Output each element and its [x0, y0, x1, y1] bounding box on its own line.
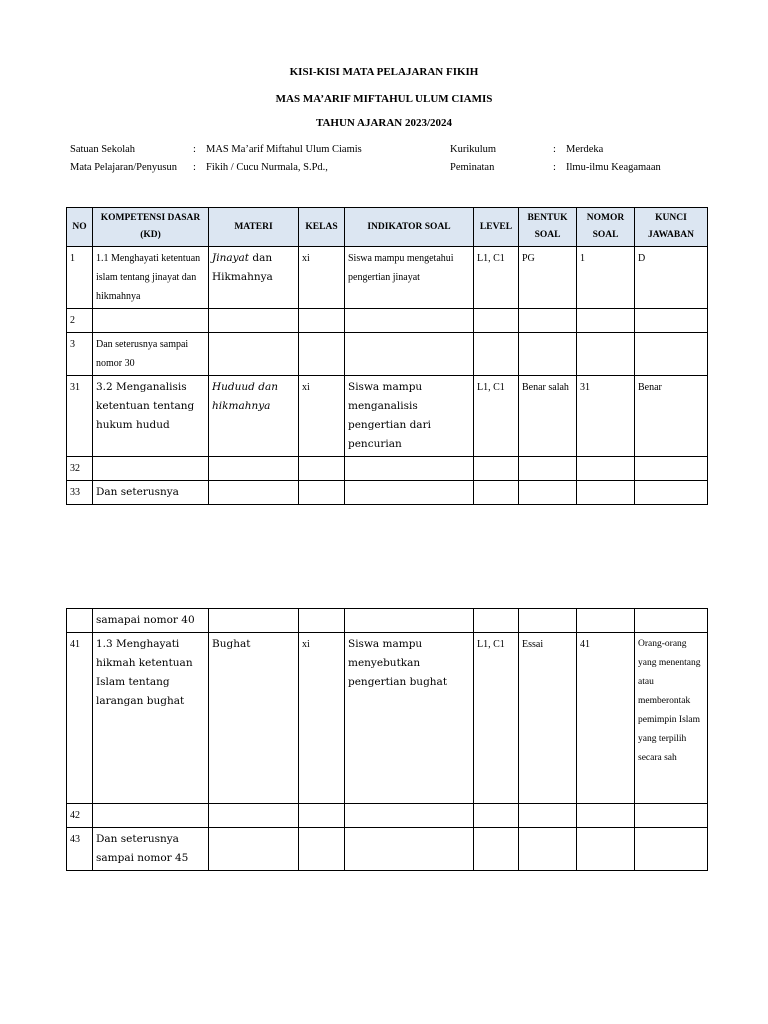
cell-indikator: Siswa mampu mengetahui pengertian jinayat: [345, 247, 474, 309]
peminatan-colon: :: [553, 162, 556, 173]
kurikulum-value: Merdeka: [566, 144, 604, 155]
table-row: [67, 309, 708, 333]
satuan-colon: :: [193, 144, 196, 155]
cell-nomor: 1: [577, 247, 635, 309]
cell-bentuk: [519, 609, 577, 633]
col-materi: MATERI: [209, 208, 299, 247]
cell-materi: [209, 457, 299, 481]
materi-rest: dan Hikmahnya: [212, 252, 273, 283]
cell-materi: [209, 333, 299, 376]
cell-level: [474, 457, 519, 481]
cell-level: [474, 309, 519, 333]
cell-level: [474, 828, 519, 871]
cell-no: 31: [67, 376, 93, 457]
cell-materi: [209, 804, 299, 828]
cell-no: 33: [67, 481, 93, 505]
cell-bentuk: Essai: [519, 633, 577, 804]
cell-nomor: [577, 609, 635, 633]
cell-bentuk: [519, 309, 577, 333]
cell-no: 42: [67, 804, 93, 828]
cell-materi: Huduud dan hikmahnya: [209, 376, 299, 457]
cell-nomor: 41: [577, 633, 635, 804]
cell-no: 3: [67, 333, 93, 376]
cell-kelas: xi: [299, 247, 345, 309]
satuan-value: MAS Ma’arif Miftahul Ulum Ciamis: [206, 144, 362, 155]
cell-kunci: D: [635, 247, 708, 309]
cell-bentuk: PG: [519, 247, 577, 309]
table-row: [67, 481, 708, 505]
cell-nomor: [577, 333, 635, 376]
cell-kunci: [635, 609, 708, 633]
cell-level: [474, 609, 519, 633]
cell-no: 1: [67, 247, 93, 309]
cell-no: 43: [67, 828, 93, 871]
cell-indikator: Siswa mampu menyebutkan pengertian bughat: [345, 633, 474, 804]
cell-level: [474, 333, 519, 376]
table-row: [67, 247, 708, 309]
cell-nomor: [577, 828, 635, 871]
cell-bentuk: [519, 804, 577, 828]
cell-nomor: [577, 309, 635, 333]
cell-kelas: [299, 828, 345, 871]
table-row: [67, 376, 708, 457]
col-kunci: KUNCI JAWABAN: [635, 208, 708, 247]
cell-kunci: [635, 481, 708, 505]
table-row: [67, 609, 708, 633]
cell-no: 2: [67, 309, 93, 333]
cell-no: [67, 609, 93, 633]
cell-indikator: [345, 309, 474, 333]
col-no: NO: [67, 208, 93, 247]
cell-kelas: [299, 609, 345, 633]
table-row: [67, 633, 708, 804]
materi-italic: Jinayat: [212, 252, 250, 264]
cell-materi: [209, 828, 299, 871]
cell-indikator: [345, 457, 474, 481]
cell-kelas: [299, 804, 345, 828]
col-bentuk: BENTUK SOAL: [519, 208, 577, 247]
cell-indikator: [345, 333, 474, 376]
cell-level: L1, C1: [474, 376, 519, 457]
cell-materi: [209, 247, 299, 309]
peminatan-label: Peminatan: [450, 162, 495, 173]
cell-level: [474, 481, 519, 505]
cell-kelas: [299, 333, 345, 376]
col-indikator: INDIKATOR SOAL: [345, 208, 474, 247]
cell-kd: 3.2 Menganalisis ketentuan tentang hukum hudud: [93, 376, 209, 457]
satuan-label: Satuan Sekolah: [70, 144, 136, 155]
cell-nomor: [577, 481, 635, 505]
cell-materi: [209, 481, 299, 505]
cell-no: 32: [67, 457, 93, 481]
cell-kunci: [635, 828, 708, 871]
cell-nomor: 31: [577, 376, 635, 457]
document-title: KISI-KISI MATA PELAJARAN FIKIH: [289, 66, 479, 78]
cell-materi: [209, 609, 299, 633]
cell-kunci: [635, 309, 708, 333]
cell-kunci: Benar: [635, 376, 708, 457]
cell-no: 41: [67, 633, 93, 804]
cell-kd: Dan seterusnya: [93, 481, 209, 505]
cell-nomor: [577, 457, 635, 481]
cell-bentuk: [519, 457, 577, 481]
kurikulum-colon: :: [553, 144, 556, 155]
cell-kelas: xi: [299, 376, 345, 457]
col-level: LEVEL: [474, 208, 519, 247]
cell-kd: [93, 457, 209, 481]
cell-kelas: xi: [299, 633, 345, 804]
mapel-label: Mata Pelajaran/Penyusun: [70, 162, 178, 173]
cell-bentuk: [519, 828, 577, 871]
school-title: MAS MA’ARIF MIFTAHUL ULUM CIAMIS: [275, 93, 493, 105]
cell-level: L1, C1: [474, 247, 519, 309]
cell-kunci: [635, 804, 708, 828]
cell-kd: 1.3 Menghayati hikmah ketentuan Islam tentang larangan bughat: [93, 633, 209, 804]
mapel-value: Fikih / Cucu Nurmala, S.Pd.,: [206, 162, 328, 173]
cell-kelas: [299, 309, 345, 333]
cell-level: [474, 804, 519, 828]
kisi-table-part1: [66, 207, 708, 505]
table-header-row: [67, 208, 708, 247]
col-kelas: KELAS: [299, 208, 345, 247]
kurikulum-label: Kurikulum: [450, 144, 497, 155]
kisi-table-part2: [66, 608, 708, 871]
mapel-colon: :: [193, 162, 196, 173]
cell-kd: Dan seterusnya sampai nomor 45: [93, 828, 209, 871]
cell-kd: [93, 804, 209, 828]
cell-indikator: [345, 609, 474, 633]
cell-indikator: Siswa mampu menganalisis pengertian dari pencurian: [345, 376, 474, 457]
table-row: [67, 333, 708, 376]
cell-level: L1, C1: [474, 633, 519, 804]
cell-bentuk: [519, 333, 577, 376]
cell-kd: [93, 309, 209, 333]
cell-indikator: [345, 804, 474, 828]
cell-kd: Dan seterusnya sampai nomor 30: [93, 333, 209, 376]
cell-materi: [209, 309, 299, 333]
col-kd: KOMPETENSI DASAR (KD): [93, 208, 209, 247]
cell-kunci: Orang-orang yang menentang atau memberontak pemimpin Islam yang terpilih secara sah: [635, 633, 708, 804]
cell-kunci: [635, 457, 708, 481]
table-row: [67, 457, 708, 481]
cell-bentuk: [519, 481, 577, 505]
table-row: [67, 804, 708, 828]
cell-indikator: [345, 481, 474, 505]
cell-kelas: [299, 481, 345, 505]
peminatan-value: Ilmu-ilmu Keagamaan: [566, 162, 661, 173]
col-nomor: NOMOR SOAL: [577, 208, 635, 247]
table-row: [67, 828, 708, 871]
cell-kunci: [635, 333, 708, 376]
cell-kd: 1.1 Menghayati ketentuan islam tentang jinayat dan hikmahnya: [93, 247, 209, 309]
cell-materi: Bughat: [209, 633, 299, 804]
cell-nomor: [577, 804, 635, 828]
cell-indikator: [345, 828, 474, 871]
cell-kd: samapai nomor 40: [93, 609, 209, 633]
year-title: TAHUN AJARAN 2023/2024: [315, 117, 453, 129]
cell-bentuk: Benar salah: [519, 376, 577, 457]
cell-kelas: [299, 457, 345, 481]
